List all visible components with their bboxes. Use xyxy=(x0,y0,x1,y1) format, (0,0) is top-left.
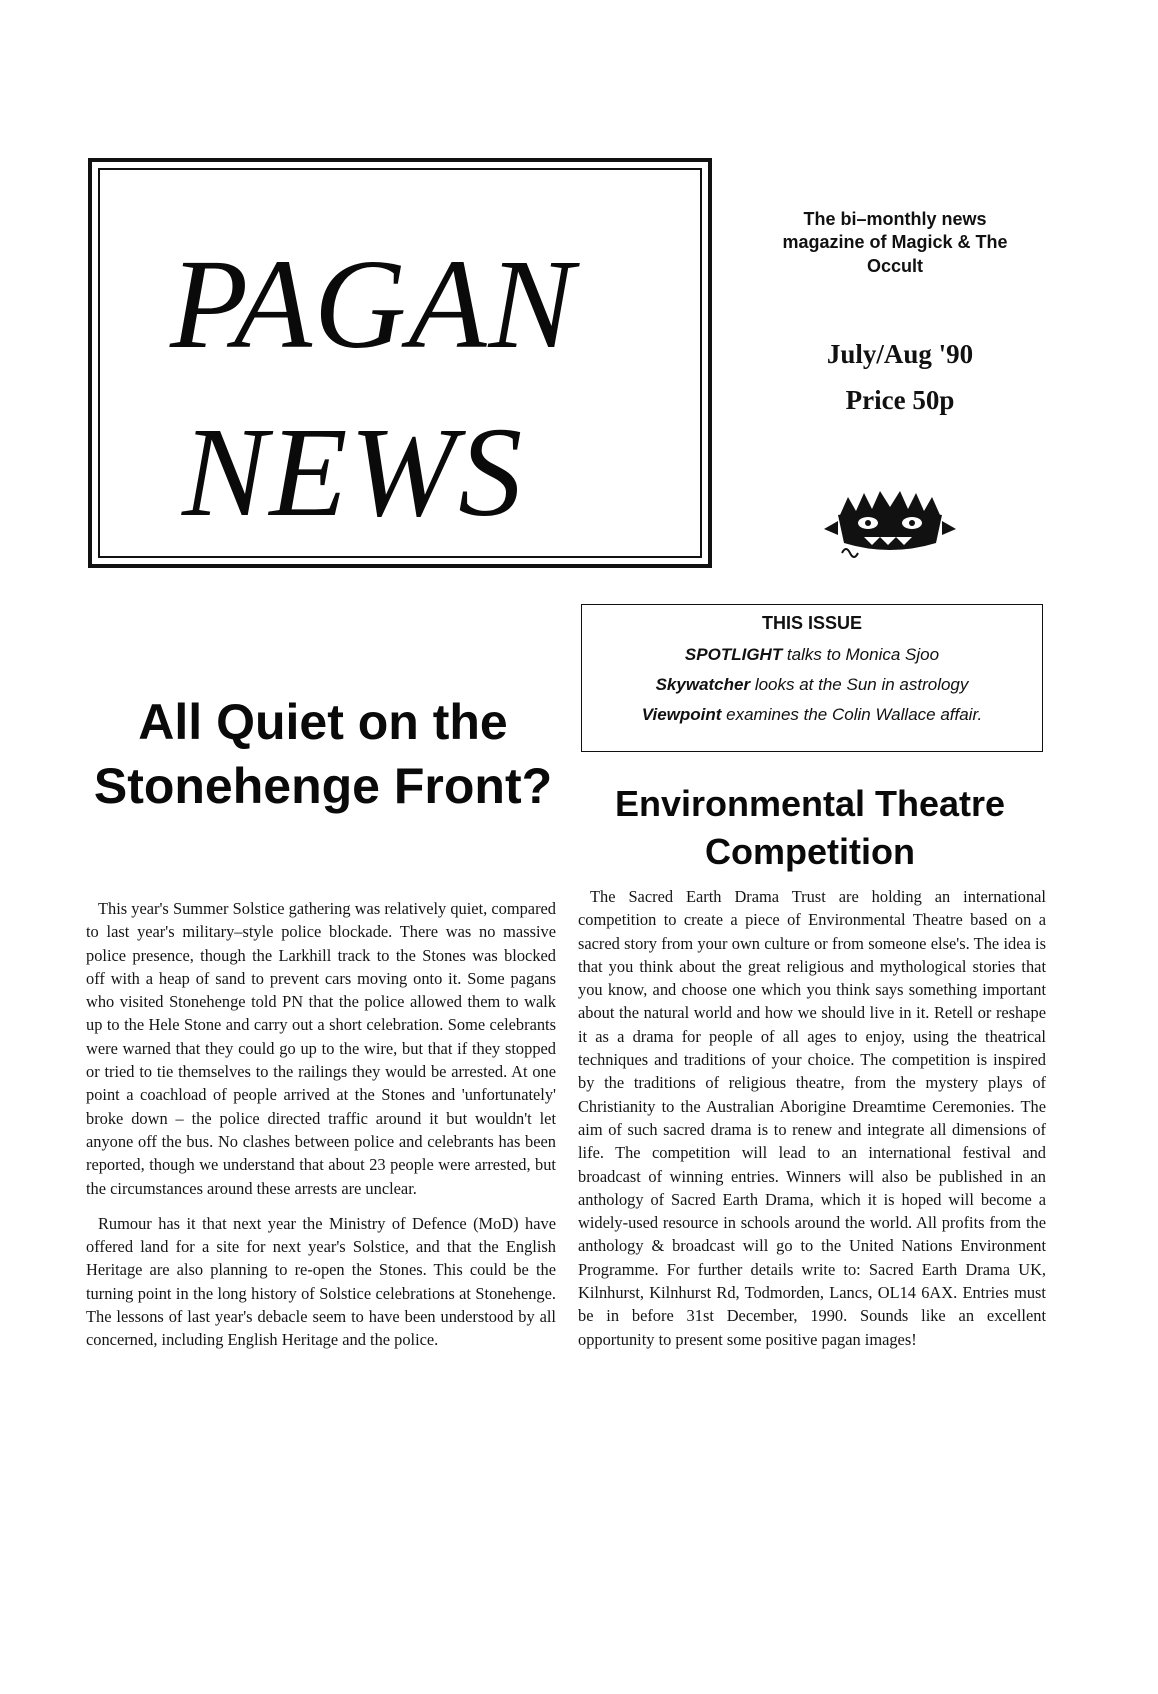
article-paragraph: Rumour has it that next year the Ministry of Defence (MoD) have offered land for a site for next year's Solstice, and that the English Heritage are also planning to re-open the Stones. This could be the turning point in the long history of Solstice celebrations at Stonehenge. The lessons of last year's debacle seem to have been understood by all concerned, including English Heritage and the police. xyxy=(86,1213,556,1350)
this-issue-item-text: talks to Monica Sjoo xyxy=(782,645,940,664)
this-issue-item-lead: Skywatcher xyxy=(655,675,751,694)
stonehenge-article xyxy=(86,897,556,1364)
masthead xyxy=(88,158,712,568)
this-issue-item xyxy=(582,670,1042,700)
article-paragraph: This year's Summer Solstice gathering was relatively quiet, compared to last year's military–style police blockade. There was no massive police presence, though the Larkhill track to the Stones was blocked off with a heap of sand to prevent cars moving onto it. Some pagans who visited Stonehenge told PN that the police allowed them to walk up to the Hele Stone and carry out a short celebration. Some celebrants were warned that they could go up to the wire, but that if they stopped or tried to tie themselves to the railings they would be arrested. At one point a coachload of people arrived at the Stones and 'unfortunately' broke down – the police directed traffic around it but wouldn't let anyone off the bus. No clashes between police and celebrants has been reported, though we understand that about 23 people were arrested, but the circumstances around these arrests are unclear. xyxy=(86,899,556,1198)
issue-price: Price 50p xyxy=(845,384,955,415)
this-issue-item-text: examines the Colin Wallace affair. xyxy=(721,705,983,724)
this-issue-item-lead: Viewpoint xyxy=(641,705,722,724)
environmental-theatre-headline: Environmental Theatre Competition xyxy=(614,783,1006,872)
this-issue-box xyxy=(581,604,1043,752)
issue-date: July/Aug '90 xyxy=(826,339,974,369)
masthead-title-pagan: PAGAN xyxy=(170,233,576,375)
this-issue-item-text: looks at the Sun in astrology xyxy=(750,675,969,694)
this-issue-title: THIS ISSUE xyxy=(761,613,863,633)
this-issue-item xyxy=(582,700,1042,730)
tagline: The bi–monthly news magazine of Magick & The Occult xyxy=(782,209,1008,276)
issue-info xyxy=(780,332,1020,424)
environmental-theatre-article xyxy=(578,885,1046,1363)
this-issue-item xyxy=(582,640,1042,670)
dragon-mask-emblem-icon xyxy=(820,485,960,565)
masthead-inner-border xyxy=(98,168,702,558)
article-paragraph: The Sacred Earth Drama Trust are holding an international competition to create a piece of Environmental Theatre based on a sacred story from your own culture or from someone else's. The idea is that you think about the great religious and mythological stories that you know, and choose one which you think says something important about the natural world and how we should live in it. Retell or reshape it as a drama for people of all ages to enjoy, using the theatrical techniques and traditions of your choice. The competition is inspired by the traditions of religious theatre, from the mystery plays of Christianity to the Australian Aborigine Dreamtime Ceremonies. The aim of such sacred drama is to renew and integrate all dimensions of life. The competition will lead to an international festival and broadcast of winning entries. Winners will also be published in an anthology of Sacred Earth Drama, which it is hoped will become a widely-used resource in schools around the world. All profits from the anthology & broadcast will go to the United Nations Environment Programme. For further details write to: Sacred Earth Drama UK, Kilnhurst, Kilnhurst Rd, Todmorden, Lancs, OL14 6AX. Entries must be in before 31st December, 1990. Sounds like an excellent opportunity to present some positive pagan images! xyxy=(578,887,1046,1349)
stonehenge-headline: All Quiet on the Stonehenge Front? xyxy=(93,694,553,814)
masthead-title-news: NEWS xyxy=(182,401,525,543)
this-issue-item-lead: SPOTLIGHT xyxy=(684,645,783,664)
